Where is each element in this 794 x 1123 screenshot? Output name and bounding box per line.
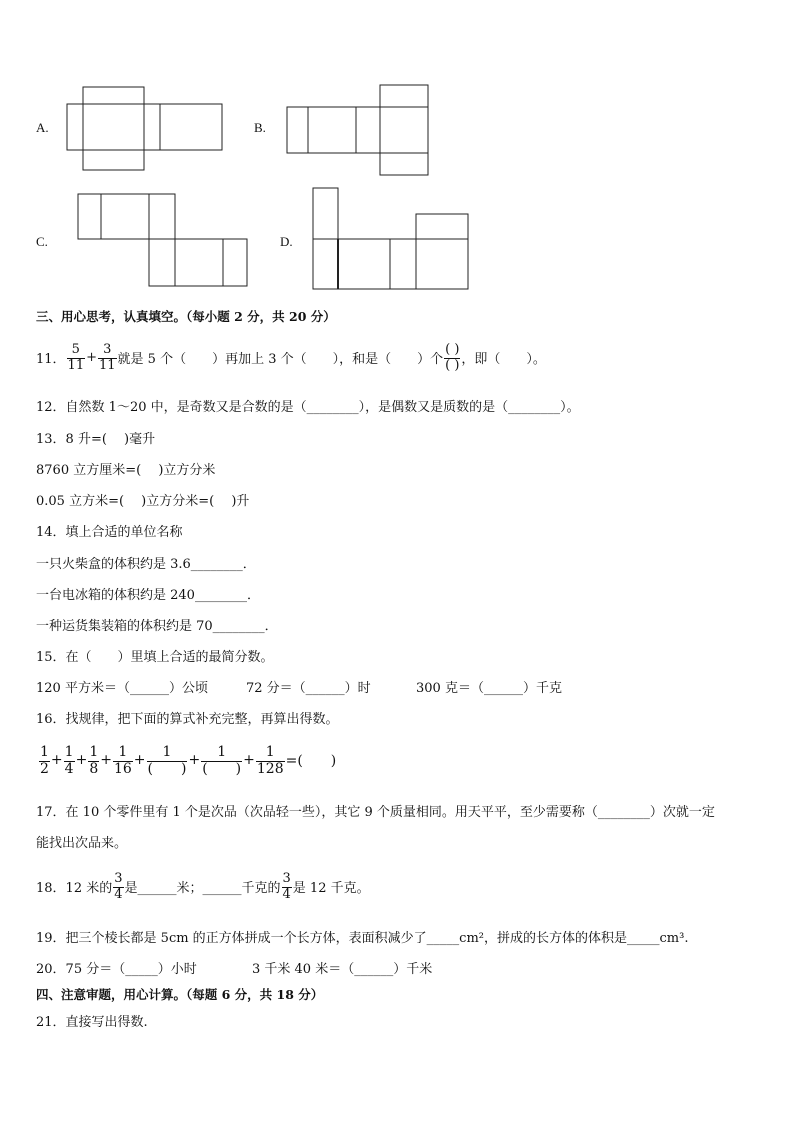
option-b-label: B. — [254, 120, 266, 135]
q18-text-2: 是______米；______千克的 — [124, 880, 281, 896]
question-12: 12．自然数 1～20 中，是奇数又是合数的是（________），是偶数又是质数的是（________）。 — [36, 400, 580, 415]
q16-plus: + — [50, 752, 63, 768]
q16-plus: + — [243, 752, 255, 768]
question-16-title: 16．找规律，把下面的算式补充完整，再算出得数。 — [36, 712, 339, 727]
question-11 — [36, 337, 546, 377]
section-3-heading: 三、用心思考，认真填空。（每小题 2 分，共 20 分） — [36, 309, 336, 324]
q11-fraction-2: $\frac{3}{11}$ — [99, 341, 116, 373]
question-15-part-b: 72 分＝（______）时 — [246, 681, 371, 696]
q18-text-3: 是 12 千克。 — [292, 880, 370, 896]
question-13-line-2: 8760 立方厘米=( )立方分米 — [36, 463, 216, 478]
question-21: 21．直接写出得数. — [36, 1015, 148, 1030]
question-16-expression — [38, 740, 336, 780]
q16-fraction-3: $\frac{1}{8}$ — [89, 743, 99, 777]
q16-fraction-2: $\frac{1}{4}$ — [64, 743, 74, 777]
option-a-label: A. — [36, 120, 49, 135]
q11-number: 11． — [36, 351, 66, 367]
question-20-part-b: 3 千米 40 米＝（______）千米 — [252, 962, 433, 977]
question-20-part-a: 20．75 分＝（_____）小时 — [36, 962, 197, 977]
q16-fraction-5: $\frac{1}{( )}$ — [147, 743, 187, 777]
question-19: 19．把三个棱长都是 5cm 的正方体拼成一个长方体，表面积减少了_____cm²，拼成的长方体的体积是_____cm³. — [36, 931, 689, 946]
q16-plus: + — [188, 752, 201, 768]
q16-plus: + — [75, 752, 88, 768]
q16-fraction-6: $\frac{1}{( )}$ — [202, 743, 242, 777]
option-c-label: C. — [36, 234, 48, 249]
cube-net-d — [0, 0, 794, 300]
q16-plus: + — [100, 752, 112, 768]
q11-blank-fraction: $\frac{( )}{( )}$ — [445, 341, 460, 373]
question-17-line-1: 17．在 10 个零件里有 1 个是次品（次品轻一些），其它 9 个质量相同。用天平平，至少需要称（________）次就一定 — [36, 805, 715, 820]
q11-fraction-1: $\frac{5}{11}$ — [67, 341, 85, 373]
question-17-line-2: 能找出次品来。 — [36, 836, 128, 851]
q16-equals-blank: =( ) — [285, 753, 337, 769]
q16-fraction-1: $\frac{1}{2}$ — [40, 743, 49, 777]
q11-text-1: 就是 5 个（ ）再加上 3 个（ ），和是（ ）个 — [117, 351, 444, 367]
q11-text-2: ，即（ ）。 — [461, 351, 546, 367]
option-d-label: D. — [280, 234, 293, 249]
question-13-line-1: 13．8 升=( )毫升 — [36, 432, 156, 447]
q16-fraction-7: $\frac{1}{128}$ — [256, 743, 284, 777]
q16-fraction-4: $\frac{1}{16}$ — [113, 743, 132, 777]
q11-plus: + — [86, 349, 97, 365]
q18-fraction-2: $\frac{3}{4}$ — [282, 870, 291, 902]
question-15-title: 15．在（ ）里填上合适的最简分数。 — [36, 650, 274, 665]
q18-text-1: 18．12 米的 — [36, 880, 113, 896]
question-14-line-2: 一台电冰箱的体积约是 240________． — [36, 588, 260, 603]
question-13-line-3: 0.05 立方米=( )立方分米=( )升 — [36, 494, 250, 509]
q16-plus: + — [133, 752, 146, 768]
question-15-part-a: 120 平方米＝（______）公顷 — [36, 681, 208, 696]
q18-fraction-1: $\frac{3}{4}$ — [114, 870, 123, 902]
question-18 — [36, 866, 370, 906]
question-15-part-c: 300 克＝（______）千克 — [416, 681, 562, 696]
question-14-title: 14．填上合适的单位名称 — [36, 525, 183, 540]
question-14-line-1: 一只火柴盒的体积约是 3.6________． — [36, 557, 256, 572]
question-14-line-3: 一种运货集装箱的体积约是 70________． — [36, 619, 278, 634]
section-4-heading: 四、注意审题，用心计算。（每题 6 分，共 18 分） — [36, 987, 324, 1002]
